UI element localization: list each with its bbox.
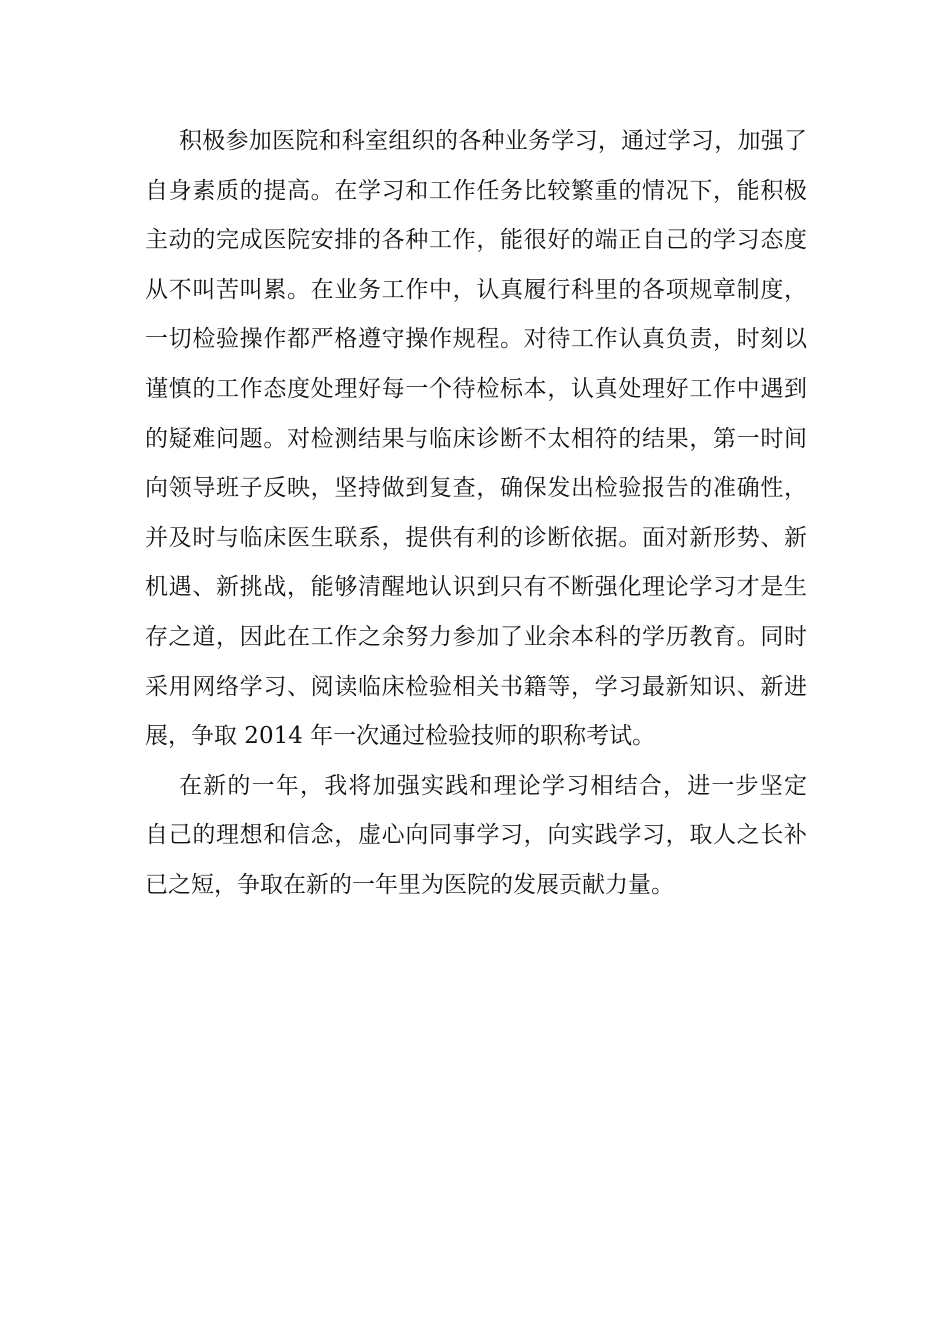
text-line: 自身素质的提高。在学习和工作任务比较繁重的情况下，能积极 [145,177,807,204]
text-line: 向领导班子反映，坚持做到复查，确保发出检验报告的准确性， [145,475,807,502]
text-line: 并及时与临床医生联系，提供有利的诊断依据。面对新形势、新 [145,524,807,551]
text-line: 已之短，争取在新的一年里为医院的发展贡献力量。 [145,871,674,898]
text-line: 一切检验操作都严格遵守操作规程。对待工作认真负责，时刻以 [145,326,807,353]
text-line: 的疑难问题。对检测结果与临床诊断不太相符的结果，第一时间 [145,425,807,452]
text-line: 自己的理想和信念，虚心向同事学习，向实践学习，取人之长补 [145,822,807,849]
text-line: 主动的完成医院安排的各种工作，能很好的端正自己的学习态度 [145,227,807,254]
text-line: 展，争取 2014 年一次通过检验技师的职称考试。 [145,723,656,750]
text-line: 存之道，因此在工作之余努力参加了业余本科的学历教育。同时 [145,623,807,650]
document-body [145,117,807,911]
text-line: 积极参加医院和科室组织的各种业务学习，通过学习，加强了 [179,128,807,154]
text-line: 谨慎的工作态度处理好每一个待检标本，认真处理好工作中遇到 [145,375,807,402]
paragraph-work-summary [145,117,807,762]
text-line: 机遇、新挑战，能够清醒地认识到只有不断强化理论学习才是生 [145,574,807,601]
text-line: 从不叫苦叫累。在业务工作中，认真履行科里的各项规章制度， [145,276,807,303]
paragraph-new-year-plan [145,762,807,911]
text-line: 采用网络学习、阅读临床检验相关书籍等，学习最新知识、新进 [145,673,807,700]
text-line: 在新的一年，我将加强实践和理论学习相结合，进一步坚定 [179,772,807,799]
